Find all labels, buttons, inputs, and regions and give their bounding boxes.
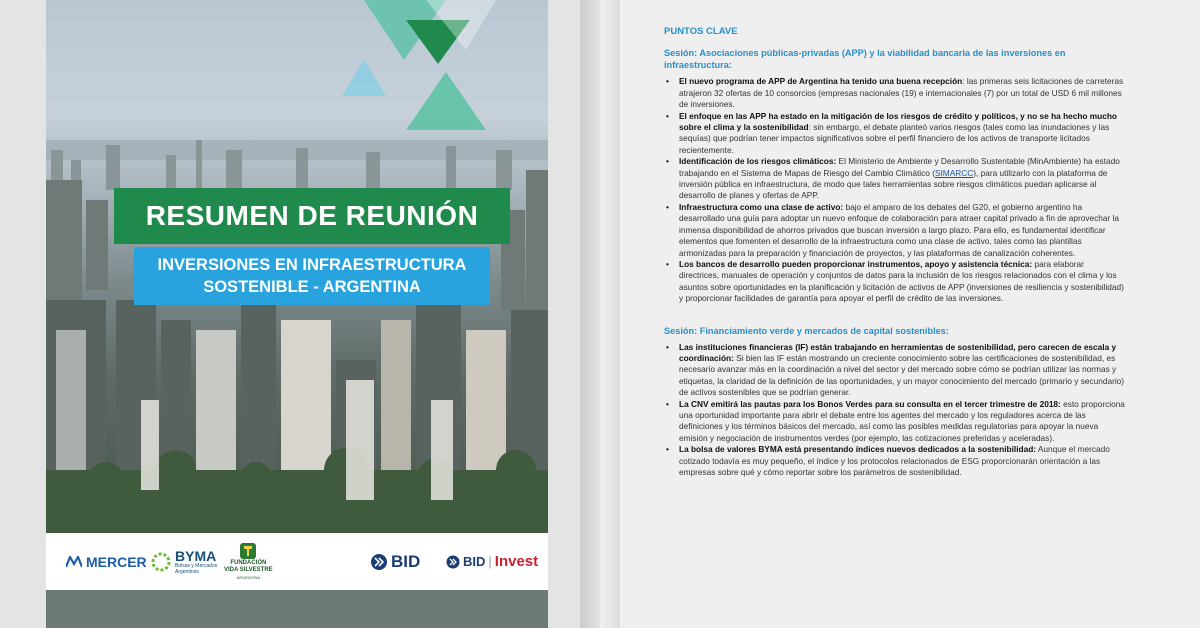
vida-silvestre-mark-icon — [239, 542, 257, 560]
list-item-text: : las primeras seis licitaciones de carreteras atrajeron 32 ofertas de 10 consorcios (empresas nacionales (19) e internacionales (7) por un total de USD 6 mil millones de inversiones. — [679, 76, 1124, 110]
mercer-logo-text: MERCER — [86, 553, 147, 570]
vida-silvestre-line-1: FUNDACIÓN — [230, 560, 267, 566]
list-item-bold: El enfoque en las APP ha estado en la mitigación de los riesgos de crédito y políticos, y no se ha hecho mucho sobre el clima y la sostenibilidad — [679, 110, 1117, 133]
list-item — [664, 111, 1126, 157]
bid-invest-mark-icon — [446, 555, 460, 569]
list-item — [664, 444, 1126, 478]
list-item — [664, 259, 1126, 305]
report-title: RESUMEN DE REUNIÓN — [145, 200, 479, 231]
section-spacer — [664, 305, 1126, 325]
byma-logo-subtext: Bolsas y Mercados Argentinos — [175, 562, 218, 575]
vida-silvestre-line-2: VIDA SILVESTRE — [224, 567, 273, 573]
bid-mark-icon — [370, 553, 388, 571]
list-item — [664, 156, 1126, 202]
list-item-bold: Infraestructura como una clase de activo: — [679, 201, 844, 212]
list-item — [664, 76, 1126, 110]
list-item-text: ), para utilizarlo con la plataforma de inversión pública en infraestructura, de modo que tales herramientas sobre riesgos climáticos puedan aplicarse al desarrollo de planes y ofertas de APP. — [679, 167, 1108, 201]
vida-silvestre-logo — [224, 533, 273, 590]
bid-invest-logo — [446, 533, 538, 590]
list-item — [664, 202, 1126, 259]
page-gutter-shadow — [580, 0, 620, 628]
bid-invest-logo-text-a: BID — [463, 554, 486, 569]
subtitle-banner — [134, 247, 490, 305]
list-item-text: bajo el amparo de los debates del G20, el gobierno argentino ha desarrollado una guía para adoptar un nuevo enfoque de colaboración para atraer capital privado a fin de aprovechar la inmensa disponibilidad de ahorros privados que buscan inversión a largo plazo. Para ello, es fundamental identificar elementos que fomenten el desarrollo de la infraestructura como una clase de activo, tales como las plantillas armonizadas para la preparación y financiación de proyectos, y las plataformas de canalización coherentes. — [679, 201, 1120, 258]
cover-bottom-photo-strip — [46, 590, 548, 628]
logo-bar — [46, 533, 548, 590]
list-item-bold: La CNV emitirá las pautas para los Bonos Verdes para su consulta en el tercer trimestre de 2018: — [679, 398, 1061, 409]
subtitle-line-1: INVERSIONES EN INFRAESTRUCTURA — [157, 256, 467, 274]
list-item-text: Aunque el mercado cotizado todavía es muy pequeño, el índice y los protocolos relacionados de ESG proporcionarán orientación a las empresas sobre qué y cómo reportar sobre los parámetros de sostenibilidad. — [679, 444, 1110, 477]
bid-logo — [370, 533, 420, 590]
list-item-bold: El nuevo programa de APP de Argentina ha tenido una buena recepción — [679, 76, 963, 87]
bid-logo-text: BID — [391, 551, 421, 571]
session-1-heading: Sesión: Asociaciones públicas-privadas (APP) y la viabilidad bancaria de las inversiones en infraestructura: — [664, 48, 1066, 71]
list-item — [664, 342, 1126, 399]
bid-invest-divider: | — [488, 554, 492, 569]
list-item-bold: La bolsa de valores BYMA está presentando índices nuevos dedicados a la sostenibilidad: — [679, 444, 1037, 455]
list-item-text: para elaborar directrices, manuales de operación y conjuntos de datos para la inclusión de los riesgos relacionados con el clima y los asuntos sobre oportunidades en la planificación y licitación de activos de APP (inversiones de resiliencia y sostenibilidad) y proporcionar facilidades de garantía para apoyar el perfil de crédito de las inversiones. — [679, 258, 1124, 304]
list-item-bold: Los bancos de desarrollo pueden proporcionar instrumentos, apoyo y asistencia técnica: — [679, 258, 1033, 269]
session-2-list — [664, 342, 1126, 479]
byma-mark-icon — [150, 551, 172, 573]
subtitle-line-2: SOSTENIBLE - ARGENTINA — [203, 278, 421, 296]
list-item-text: Si bien las IF están mostrando un creciente conocimiento sobre las certificaciones de sostenibilidad, es necesario avanzar más en la coordinación a nivel del sector y del mercado sobre cómo se podrían utilizar las normas y etiquetas, la claridad de la definición de las oportunidades, y un mayor conocimiento del mercado (primario y secundario) de activos sostenibles que se podrían generar. — [679, 352, 1125, 398]
key-points-page — [664, 26, 1126, 478]
session-2-heading: Sesión: Financiamiento verde y mercados de capital sostenibles: — [664, 325, 949, 336]
title-banner — [114, 188, 510, 244]
mercer-logo — [66, 533, 147, 590]
key-points-heading: PUNTOS CLAVE — [664, 26, 738, 37]
report-cover — [46, 0, 548, 628]
list-item-bold: Las instituciones financieras (IF) están trabajando en herramientas de sostenibilidad, pero carecen de escala y coordinación: — [679, 341, 1117, 363]
byma-logo-text: BYMA — [175, 547, 217, 564]
list-item-text: El Ministerio de Ambiente y Desarrollo Sustentable (MinAmbiente) ha estado trabajando en el Sistema de Mapas de Riesgo del Cambio Climático ( — [679, 156, 1120, 178]
list-item — [664, 399, 1126, 445]
session-1-list — [664, 76, 1126, 304]
bid-invest-logo-text-b: Invest — [494, 553, 539, 570]
vida-silvestre-line-3: ARGENTINA — [236, 575, 261, 580]
mercer-mark-icon — [66, 556, 82, 568]
list-item-text: : sin embargo, el debate planteó varios riesgos (tales como las inundaciones y las sequías) que podrían tener impactos significativos sobre el perfil financiero de los activos de transporte licitados recientemente. — [679, 122, 1110, 155]
byma-logo — [150, 533, 223, 590]
simarcc-link[interactable]: SIMARCC — [934, 167, 974, 178]
list-item-text: esto proporciona una oportunidad importante para abrir el debate entre los agentes del mercado y los reguladores acerca de las definiciones y los términos básicos del mercado, así como las posibles medidas regulatorias para apoyar la nueva emisión y negociación de instrumentos verdes (por ejemplo, las cotizaciones preferidas y aceleradas). — [679, 398, 1125, 443]
list-item-bold: Identificación de los riesgos climáticos: — [679, 156, 837, 167]
